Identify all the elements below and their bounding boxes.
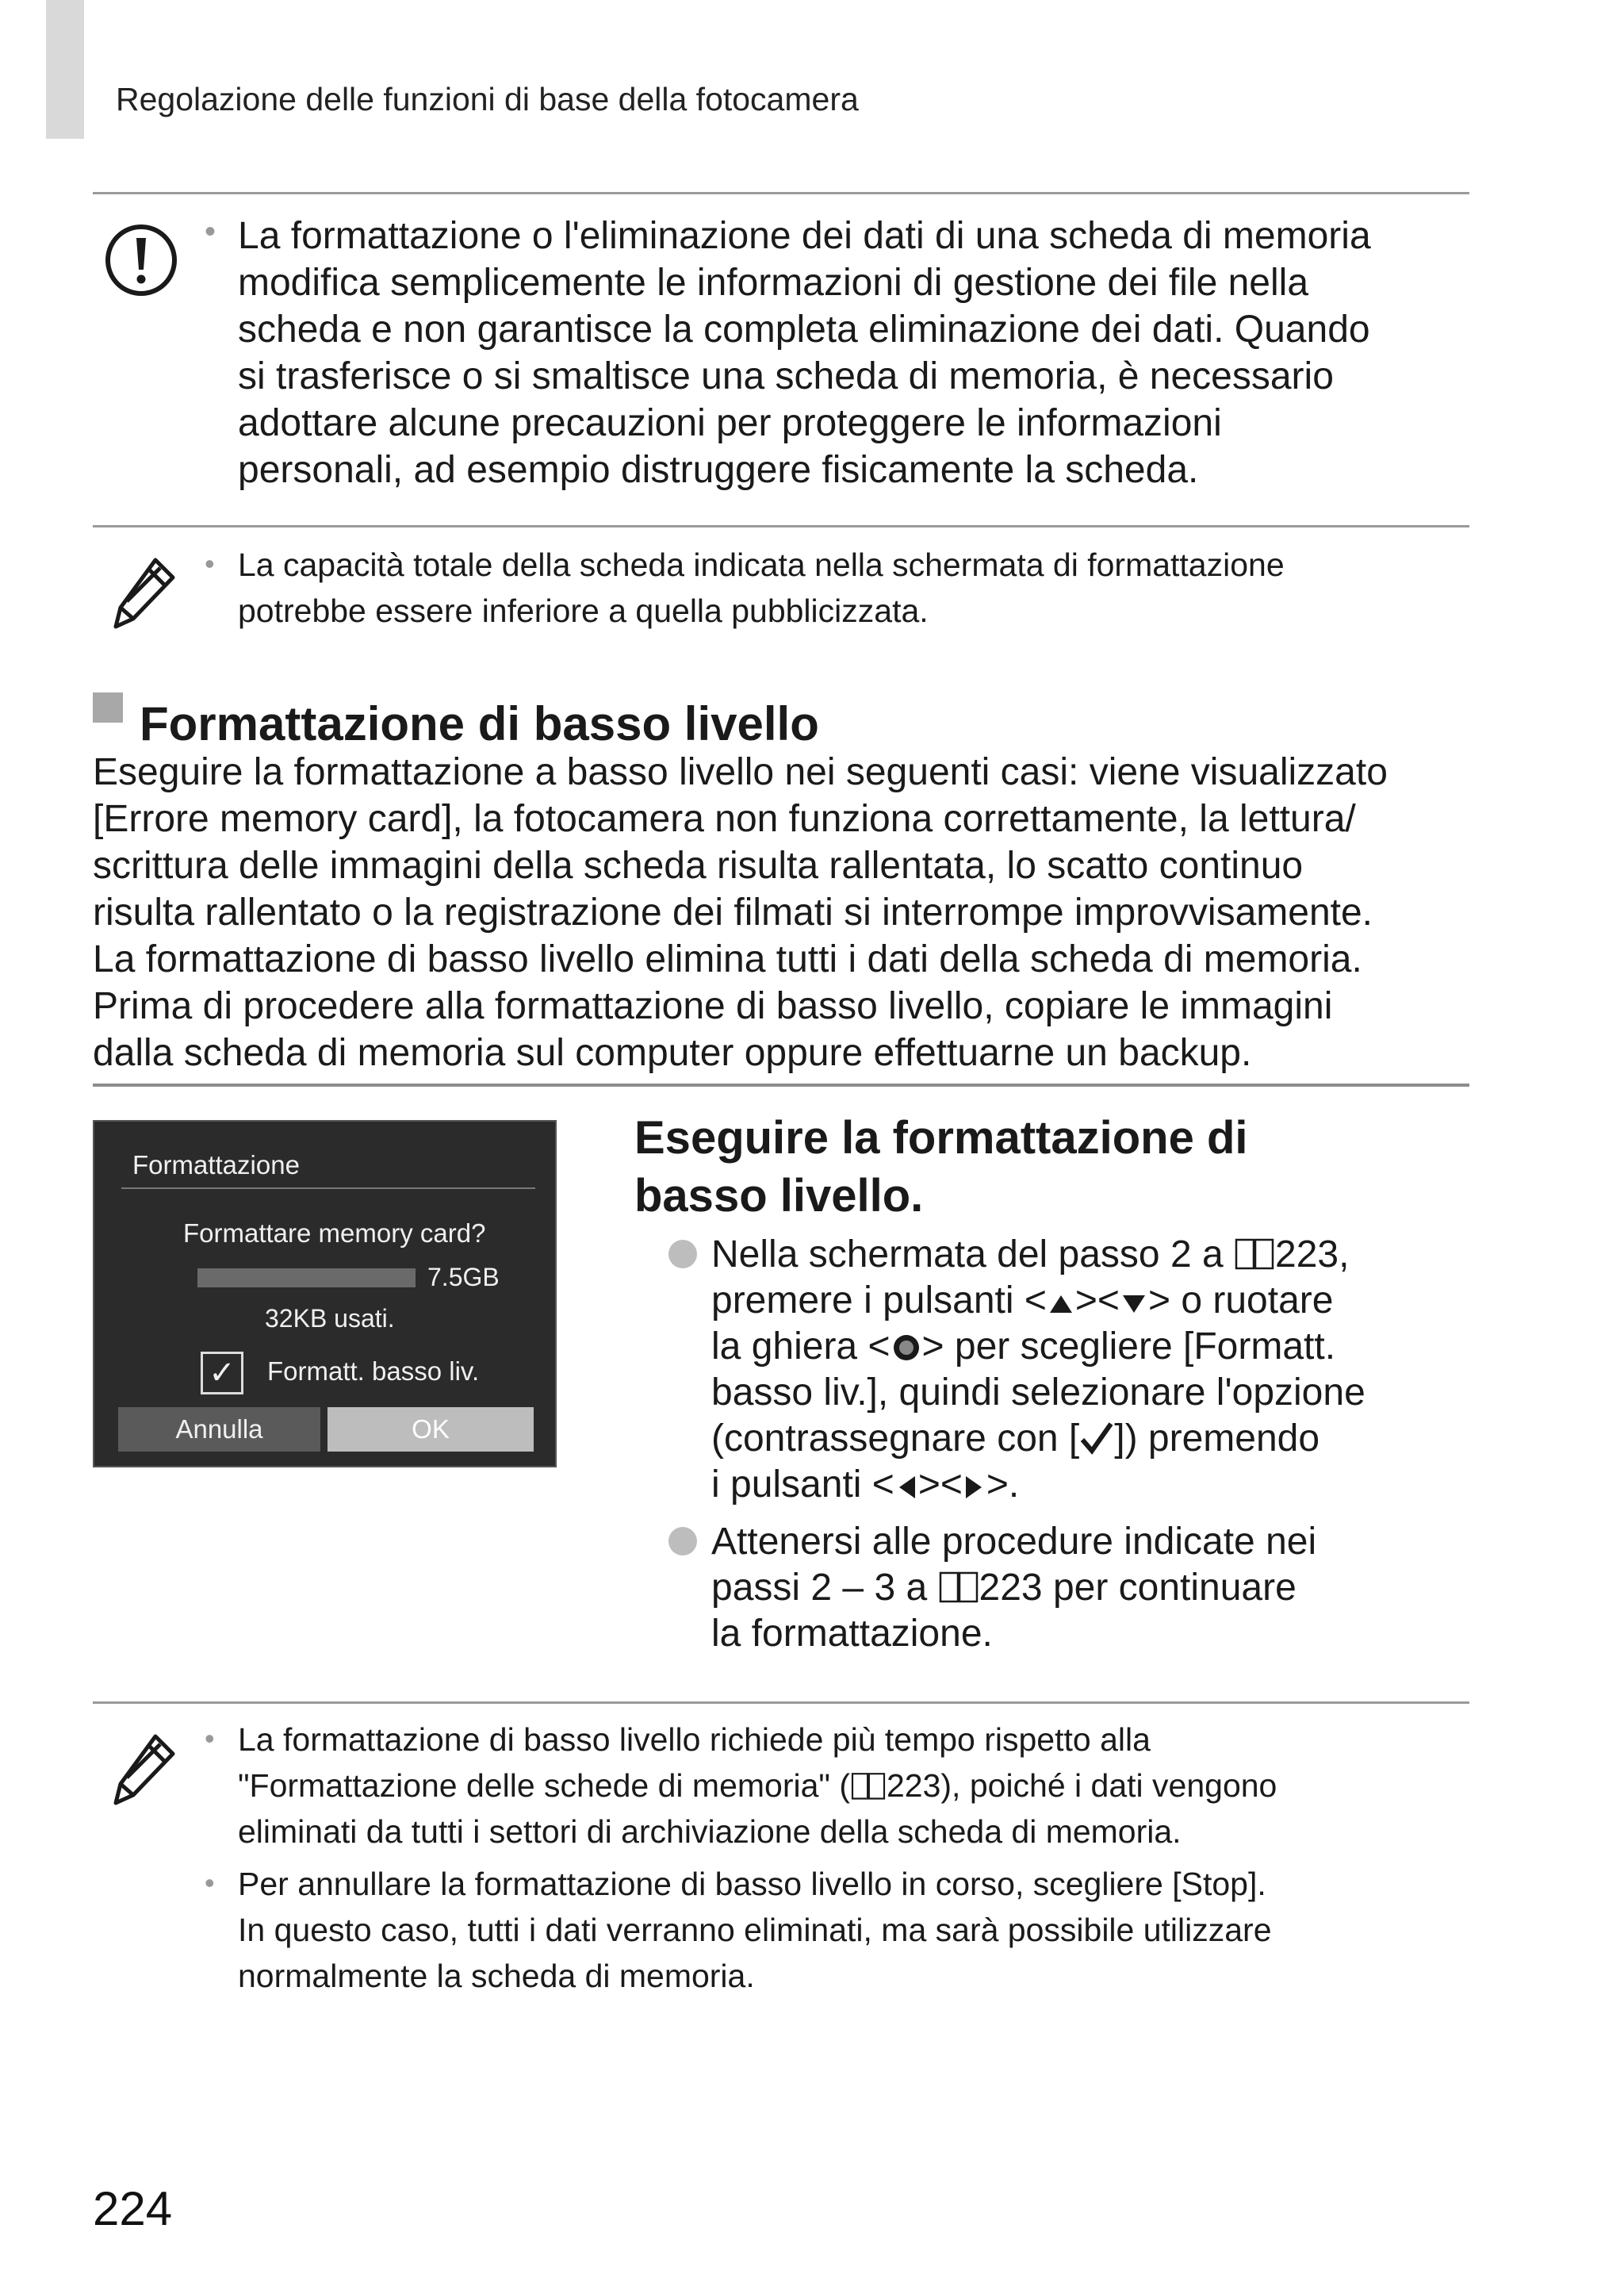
step-bullet-1: Nella schermata del passo 2 a 223, premere i pulsanti < >< > o ruotare la ghiera < > per scegliere [Formatt. basso liv.], quindi selezionare l'opzione (contrassegnare con [ ]) premendo i pulsanti < >< >. xyxy=(711,1233,1365,1506)
camera-screen-question: Formattare memory card? xyxy=(183,1218,486,1248)
book-reference-icon xyxy=(850,1770,887,1801)
caution-text: La formattazione o l'eliminazione dei dati di una scheda di memoria modifica semplicemente le informazioni di gestione dei file nella scheda e non garantisce la completa eliminazione dei dati. Quando si trasferisce o si smaltisce una scheda di memoria, è necessario adottare alcune precauzioni per proteggere le informazioni personali, ad esempio distruggere fisicamente la scheda. xyxy=(238,215,1371,491)
bullet-marker: • xyxy=(205,547,215,580)
control-dial-icon xyxy=(891,1332,922,1364)
book-reference-icon xyxy=(938,1568,979,1605)
book-reference-icon xyxy=(1234,1235,1275,1272)
step-heading: Eseguire la formattazione di basso livello. xyxy=(634,1112,1248,1222)
section-paragraph: Eseguire la formattazione a basso livello nei seguenti casi: viene visualizzato [Errore memory card], la fotocamera non funziona correttamente, la lettura/ scrittura delle immagini della scheda risulta rallentata, lo scatto continuo risulta rallentato o la registrazione dei filmati si interrompe improvvisamente. La formattazione di basso livello elimina tutti i dati della scheda di memoria. Prima di procedere alla formattazione di basso livello, copiare le immagini dalla scheda di memoria sul computer oppure effettuarne un backup. xyxy=(93,751,1388,1074)
divider xyxy=(93,192,1469,194)
right-arrow-icon xyxy=(963,1473,986,1502)
camera-screen xyxy=(93,1120,557,1467)
ok-button[interactable]: OK xyxy=(327,1407,534,1452)
bullet-marker: • xyxy=(205,214,216,249)
note2-item-1: La formattazione di basso livello richiede più tempo rispetto alla "Formattazione delle schede di memoria" ( 223), poiché i dati vengono eliminati da tutti i settori di archiviazione della scheda di memoria. xyxy=(238,1721,1277,1850)
down-arrow-icon xyxy=(1120,1289,1148,1318)
note1-text: La capacità totale della scheda indicata nella schermata di formattazione potrebbe essere inferiore a quella pubblicizzata. xyxy=(238,547,1285,629)
caution-icon xyxy=(103,222,179,298)
heading-marker xyxy=(93,692,123,723)
note2-item-2: Per annullare la formattazione di basso livello in corso, scegliere [Stop]. In questo caso, tutti i dati verranno eliminati, ma sarà possibile utilizzare normalmente la scheda di memoria. xyxy=(238,1866,1272,1994)
step-bullet-marker xyxy=(668,1240,697,1268)
page-number: 224 xyxy=(93,2182,173,2235)
used-space: 32KB usati. xyxy=(265,1304,395,1333)
left-arrow-icon xyxy=(894,1473,918,1502)
bullet-marker: • xyxy=(205,1722,215,1755)
step-bullet-marker xyxy=(668,1527,697,1555)
pencil-icon xyxy=(109,1732,178,1808)
bullet-marker: • xyxy=(205,1866,215,1899)
divider xyxy=(93,525,1469,527)
capacity-bar xyxy=(197,1268,416,1287)
cancel-button[interactable]: Annulla xyxy=(118,1407,320,1452)
checkmark-icon xyxy=(1079,1421,1114,1456)
up-arrow-icon xyxy=(1047,1289,1075,1318)
camera-screen-divider xyxy=(121,1187,535,1189)
low-level-option-label: Formatt. basso liv. xyxy=(267,1356,480,1386)
step-bullet-2: Attenersi alle procedure indicate nei passi 2 – 3 a 223 per continuare la formattazione. xyxy=(711,1521,1317,1655)
running-header: Regolazione delle funzioni di base della fotocamera xyxy=(116,81,859,117)
low-level-checkbox[interactable]: ✓ xyxy=(201,1352,243,1394)
divider xyxy=(93,1701,1469,1704)
pencil-icon xyxy=(109,555,178,631)
divider xyxy=(93,1084,1469,1087)
camera-screen-title: Formattazione xyxy=(132,1150,300,1180)
section-tab xyxy=(46,0,84,139)
section-heading: Formattazione di basso livello xyxy=(140,697,819,750)
capacity-value: 7.5GB xyxy=(427,1263,500,1291)
